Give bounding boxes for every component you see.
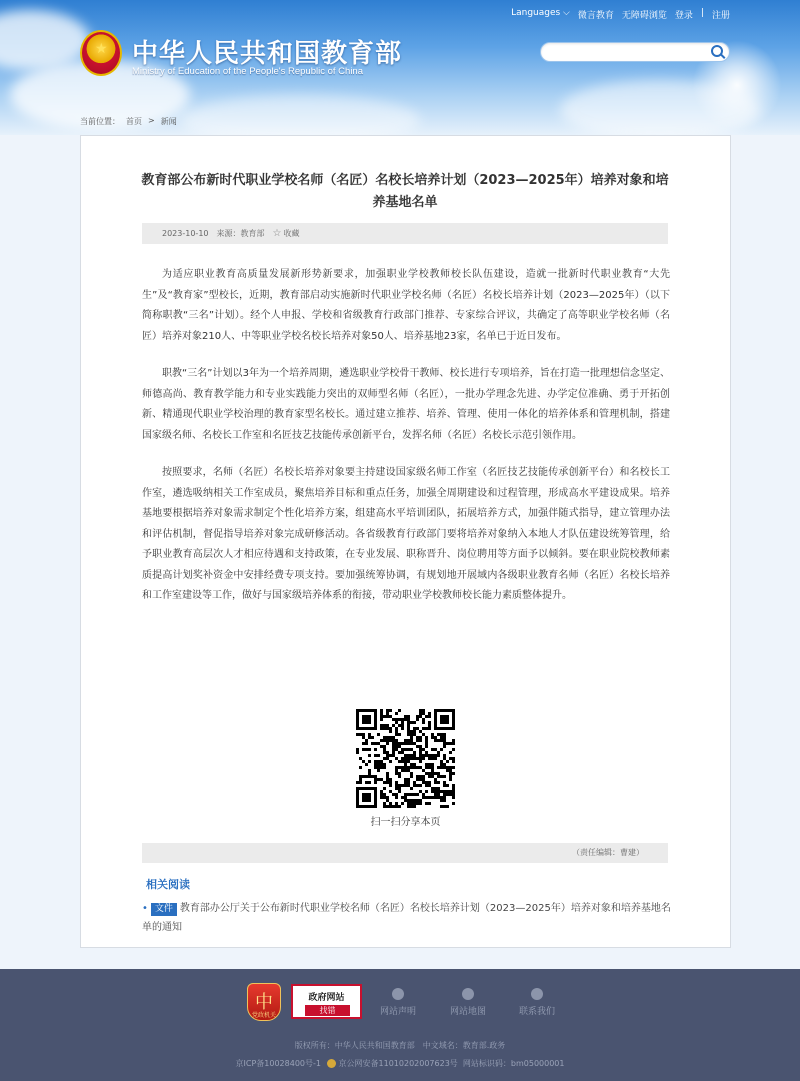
people-icon [531, 988, 543, 1000]
gov-site-label: 政府网站 [308, 993, 345, 1003]
favorite-button[interactable] [273, 223, 300, 244]
article-paragraph: 按照要求，名师（名匠）名校长培养对象要主持建设国家级名师工作室（名匠技艺技能传承创新平台）和名校长工作室，遴选吸纳相关工作室成员，聚焦培养目标和重点任务，加强全周期建设和过程管理，形成高水平建设成果。培养基地要根据培养对象需求制定个性化培养方案，组建高水平培训团队，拓展培养方式，加强伴随式指导，建立管理办法和评估机制，督促指导培养对象完成研修活动。各省级教育行政部门要将培养对象纳入本地人才队伍建设统筹管理，给予职业教育高层次人才相应待遇和支持政策，在专业发展、职称晋升、岗位聘用等方面予以倾斜。要在职业院校教师素质提高计划奖补资金中安排经费专项支持。要加强统筹协调，有规划地开展域内各级职业教育名师（名匠）名校长培养和工作室建设等工作，做好与国家级培养体系的衔接，带动职业学校教师校长能力素质整体提升。 [142, 467, 670, 601]
weiyan-education-link[interactable]: 微言教育 [577, 11, 614, 21]
copyright-line: 版权所有：中华人民共和国教育部 中文域名：教育部.政务 [294, 1041, 506, 1050]
contact-us-link[interactable] [507, 988, 567, 1017]
editor-bar [142, 843, 668, 863]
foot-link-label: 联系我们 [518, 1007, 555, 1017]
article-paragraph: 为适应职业教育高质量发展新形势新要求，加强职业学校教师校长队伍建设，造就一批新时代职业教育“大先生”及“教育家”型校长，近期，教育部启动实施新时代职业学校名师（名匠）名校长培养计划（2023—2025年）（以下简称职教“三名”计划）。经个人申报、学校和省级教育行政部门推荐、专家综合评议，共确定了高等职业学校名师（名匠）培养对象210人、中等职业学校名校长培养对象50人、培养基地23家，名单已于近日发布。 [142, 269, 670, 342]
register-link[interactable]: 注册 [711, 11, 730, 21]
star-icon: ★ [95, 41, 108, 57]
badge-emblem-icon: 中 [255, 992, 273, 1013]
site-title-cn[interactable]: 中华人民共和国教育部 [132, 39, 403, 69]
article-body [142, 265, 670, 624]
site-identifier: 网站标识码：bm05000001 [462, 1059, 565, 1068]
related-tag: 文件 [151, 903, 177, 916]
search-input[interactable] [540, 42, 730, 62]
person-icon [392, 988, 404, 1000]
site-statement-link[interactable] [368, 988, 428, 1017]
accessibility-link[interactable]: 无障碍浏览 [621, 11, 667, 21]
article-source: 来源：教育部 [216, 229, 265, 238]
favorite-label: 收藏 [283, 229, 300, 238]
related-reading-heading: 相关阅读 [146, 878, 190, 891]
breadcrumb-section[interactable]: 新闻 [160, 117, 177, 126]
site-map-link[interactable] [438, 988, 498, 1017]
breadcrumb [80, 116, 177, 127]
star-outline-icon: ☆ [272, 228, 282, 239]
top-links [511, 8, 730, 21]
login-link[interactable]: 登录 [674, 11, 693, 21]
article-date: 2023-10-10 [162, 229, 209, 238]
registration-line [0, 1058, 800, 1069]
article-meta [142, 223, 668, 244]
gov-site-error-report[interactable] [291, 984, 362, 1019]
bullet-icon: • [142, 903, 148, 914]
site-title-en[interactable]: Ministry of Education of the People's Republic of China [132, 66, 363, 77]
foot-link-label: 网站地图 [449, 1007, 486, 1017]
map-icon [462, 988, 474, 1000]
party-gov-badge[interactable] [247, 983, 281, 1021]
related-item[interactable] [142, 899, 672, 937]
separator: | [700, 8, 704, 18]
foot-link-label: 网站声明 [379, 1007, 416, 1017]
national-emblem-logo[interactable] [80, 30, 122, 76]
editor-credit: （责任编辑：曹建） [572, 848, 644, 857]
error-report-label: 找错 [305, 1005, 350, 1016]
breadcrumb-home[interactable]: 首页 [126, 117, 142, 126]
cloud-decoration [180, 95, 420, 135]
search-icon[interactable] [711, 45, 723, 57]
languages-link[interactable]: Languages ⌵ [511, 8, 570, 18]
police-record[interactable]: 京公网安备11010202007623号 [338, 1059, 458, 1068]
qr-caption: 扫一扫分享本页 [370, 817, 441, 828]
article-title: 教育部公布新时代职业学校名师（名匠）名校长培养计划（2023—2025年）培养对象和培养基地名单 [141, 173, 669, 210]
article-paragraph: 职教“三名”计划以3年为一个培养周期，遴选职业学校骨干教师、校长进行专项培养，旨在打造一批理想信念坚定、师德高尚、教育教学能力和专业实践能力突出的双师型名师（名匠），一批办学理念先进、办学定位准确、勇于开拓创新、精通现代职业学校治理的教育家型名校长。通过建立推荐、培养、管理、使用一体化的培养体系和管理机制，搭建国家级名师、名校长工作室和名匠技艺技能传承创新平台，发挥名师（名匠）名校长示范引领作用。 [142, 368, 670, 441]
icp-number[interactable]: 京ICP备10028400号-1 [235, 1059, 321, 1068]
breadcrumb-separator: > [148, 116, 155, 125]
badge-label: 党政机关 [251, 1012, 276, 1019]
related-link[interactable]: 教育部办公厅关于公布新时代职业学校名师（名匠）名校长培养计划（2023—2025年）培养对象和培养基地名单的通知 [142, 903, 671, 933]
police-badge-icon [327, 1059, 336, 1068]
breadcrumb-label: 当前位置： [80, 117, 120, 126]
share-qr-code [356, 708, 455, 809]
